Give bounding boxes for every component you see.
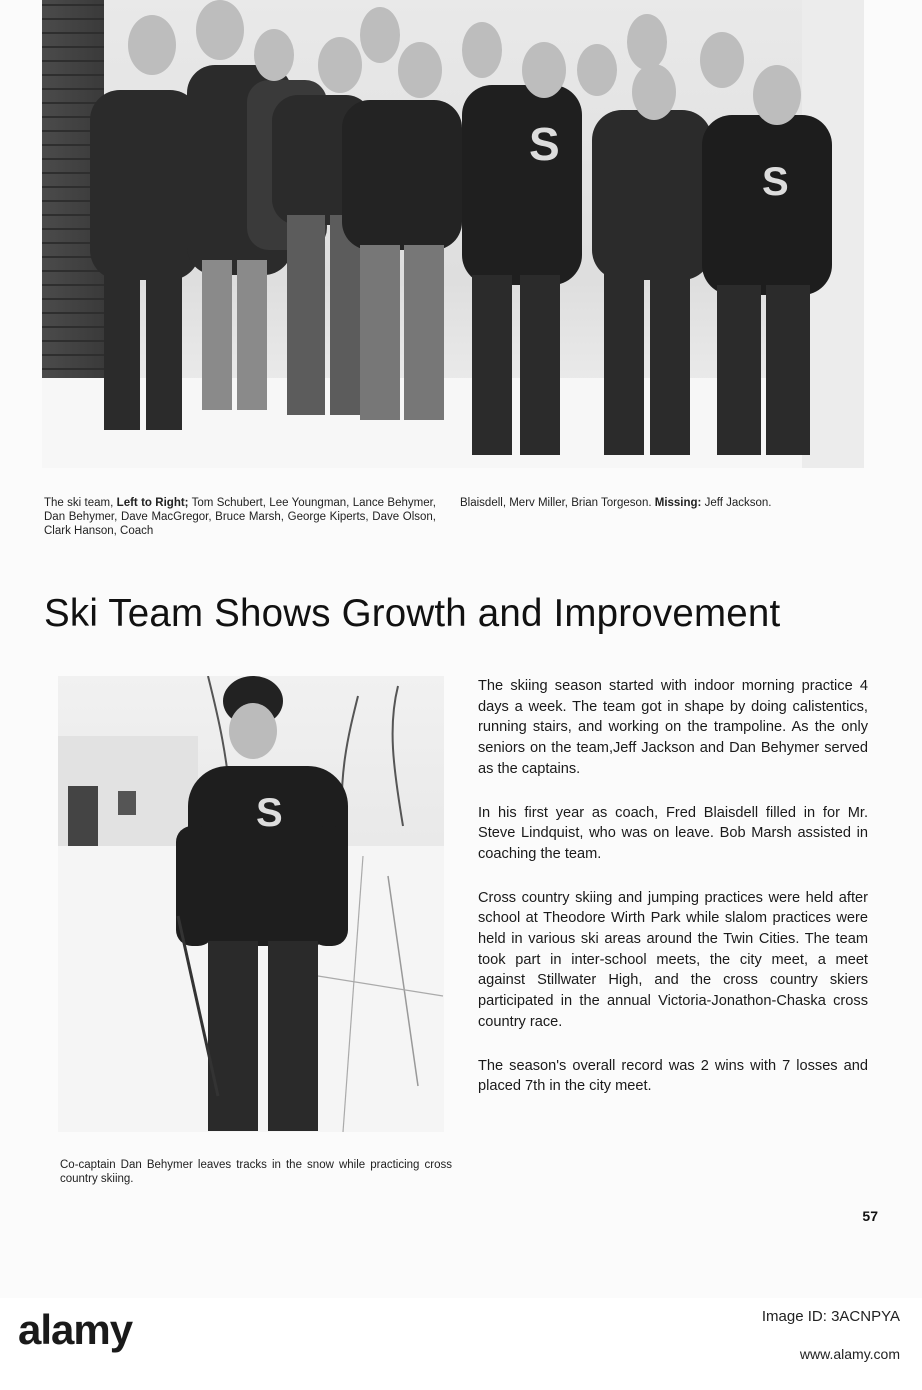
- page-number: 57: [862, 1208, 878, 1224]
- article-paragraph: The season's overall record was 2 wins with 7 losses and placed 7th in the city meet.: [478, 1057, 868, 1095]
- article-paragraph: The skiing season started with indoor morning practice 4 days a week. The team got in shape by doing calistentics, running stairs, and working on the trampoline. As the only seniors on the team,Jeff Jackson and Dan Behymer served as the captains.: [478, 678, 868, 777]
- caption-names-left: Tom Schubert, Lee Youngman, Lance Behymer, Dan Behymer, Dave MacGregor, Bruce Marsh, George Kiperts, Dave Olson, Clark Hanson, Coach: [44, 497, 436, 537]
- team-caption-left: [44, 496, 436, 538]
- image-id-label: Image ID: 3ACNPYA: [761, 1308, 900, 1325]
- team-caption-right: [460, 496, 862, 510]
- caption-intro: The ski team,: [44, 497, 117, 509]
- missing-label: Missing:: [654, 497, 702, 509]
- team-photo-figures: [42, 0, 864, 468]
- article-body: [478, 676, 868, 1120]
- missing-names: Jeff Jackson.: [701, 497, 772, 509]
- article-paragraph: Cross country skiing and jumping practices were held after school at Theodore Wirth Park while slalom practices were held in various ski areas around the Twin Cities. The team took part in inter-school meets, the city meet, a meet against Stillwater High, and the cross country skiers participated in the annual Victoria-Jonathon-Chaska cross country race.: [478, 889, 868, 1030]
- skier-photo-scene: [58, 676, 444, 1132]
- svg-text:S: S: [529, 118, 560, 170]
- svg-text:S: S: [762, 160, 789, 204]
- alamy-logo: alamy: [18, 1306, 133, 1353]
- caption-label: Left to Right;: [116, 497, 189, 509]
- caption-names-right: Blaisdell, Merv Miller, Brian Torgeson.: [460, 497, 655, 509]
- footer-url[interactable]: www.alamy.com: [799, 1346, 900, 1362]
- article-paragraph: In his first year as coach, Fred Blaisdell filled in for Mr. Steve Lindquist, who was on leave. Bob Marsh assisted in coaching the team.: [478, 804, 868, 862]
- skier-caption: Co-captain Dan Behymer leaves tracks in the snow while practicing cross country skiing.: [60, 1159, 452, 1185]
- skier-photo: [58, 676, 444, 1132]
- page-title: Ski Team Shows Growth and Improvement: [44, 592, 781, 635]
- team-photo: [42, 0, 864, 468]
- stock-footer: [0, 1298, 922, 1390]
- svg-text:S: S: [256, 791, 283, 835]
